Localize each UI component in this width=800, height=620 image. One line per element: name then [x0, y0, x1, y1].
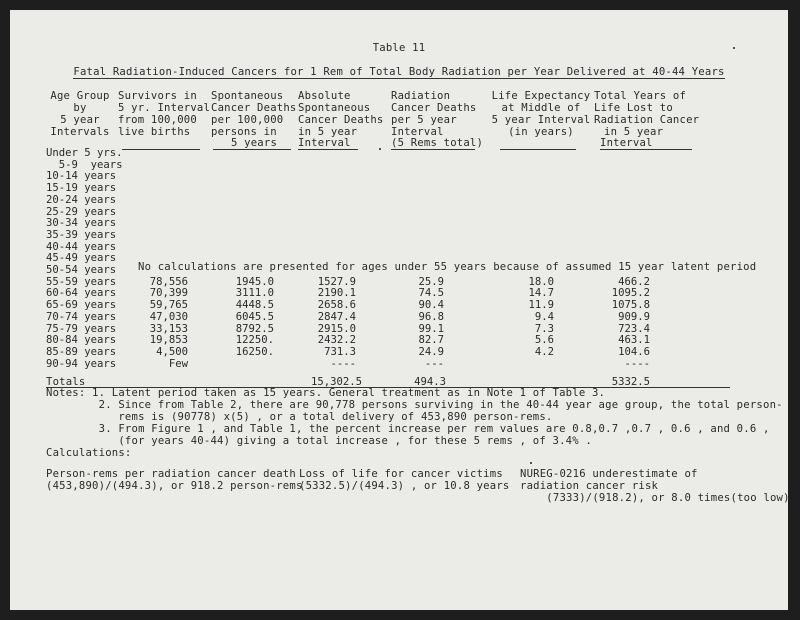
header-line: persons in — [211, 126, 277, 138]
cell-spontaneous: 6045.5 — [235, 310, 274, 323]
cell-absolute: ---- — [330, 357, 356, 370]
cell-age-group: 85-89 years — [46, 345, 117, 358]
cell-age-group: 25-29 years — [46, 205, 117, 218]
table-title-text: Fatal Radiation-Induced Cancers for 1 Rem of Total Body Radiation per Year Delivered at 40-44 Years — [73, 66, 725, 78]
cell-age-group: 65-69 years — [46, 299, 117, 312]
cell-total-years: 466.2 — [618, 275, 650, 288]
header-line: 5 years — [231, 137, 278, 149]
header-line: Radiation Cancer — [594, 114, 700, 126]
header-line: 5 year — [60, 114, 100, 126]
cell-survivors: 70,399 — [149, 287, 188, 300]
cell-radiation: 96.8 — [418, 310, 444, 323]
header-line: Absolute — [298, 90, 351, 102]
cell-total-years: 1095.2 — [611, 287, 650, 300]
totals-radiation: 494.3 — [414, 376, 446, 388]
note-line: 3. From Figure 1 , and Table 1, the percent increase per rem values are 0.8,0.7 ,0.7 , 0.6 , and 0.6 , — [46, 423, 770, 435]
header-line: 5 year Interval — [491, 114, 591, 126]
cell-age-group: Under 5 yrs. — [46, 147, 123, 159]
header-line: Life Expectancy — [491, 90, 591, 102]
cell-life-expectancy: 7.3 — [534, 322, 554, 335]
header-line: per 100,000 — [211, 114, 284, 126]
header-underline — [600, 149, 692, 150]
cell-radiation: --- — [424, 357, 444, 370]
header-line: (in years) — [508, 126, 574, 138]
header-underline — [298, 149, 358, 150]
header-line: Cancer Deaths — [298, 114, 384, 126]
cell-life-expectancy: 11.9 — [528, 299, 554, 312]
cell-absolute: 2847.4 — [317, 310, 356, 323]
header-line: by — [73, 102, 87, 114]
cell-age-group: 15-19 years — [46, 182, 117, 195]
cell-total-years: ---- — [624, 357, 650, 370]
cell-life-expectancy: 18.0 — [528, 275, 554, 288]
cell-absolute: 731.3 — [324, 345, 356, 358]
header-underline — [500, 149, 576, 150]
speck — [379, 148, 381, 150]
cell-age-group: 40-44 years — [46, 240, 117, 253]
cell-total-years: 1075.8 — [611, 299, 650, 312]
cell-age-group: 10-14 years — [46, 170, 117, 183]
calc-line: (5332.5)/(494.3) , or 10.8 years — [299, 480, 510, 492]
calc-line: radiation cancer risk — [520, 480, 659, 492]
header-line: Cancer Deaths — [391, 102, 477, 114]
totals-years: 5332.5 — [611, 376, 650, 388]
cell-age-group: 30-34 years — [46, 217, 117, 230]
speck — [530, 462, 532, 464]
calc-line: (7333)/(918.2), or 8.0 times(too low) — [520, 492, 790, 504]
calc-line: Person-rems per radiation cancer death — [46, 468, 296, 480]
no-calculation-note: No calculations are presented for ages under 55 years because of assumed 15 year latent period — [138, 261, 757, 273]
calc-line: Loss of life for cancer victims — [299, 468, 503, 480]
header-line: Interval — [391, 126, 444, 138]
cell-survivors: 47,030 — [149, 310, 188, 323]
header-line: Interval — [600, 137, 653, 149]
cell-absolute: 1527.9 — [317, 275, 356, 288]
speck — [733, 47, 735, 49]
header-line: Cancer Deaths — [211, 102, 297, 114]
cell-spontaneous: 1945.0 — [235, 275, 274, 288]
cell-radiation: 82.7 — [418, 334, 444, 347]
header-line: Spontaneous — [211, 90, 284, 102]
cell-age-group: 5-9 years — [46, 158, 123, 171]
header-underline — [122, 149, 200, 150]
note-line: Notes: 1. Latent period taken as 15 years. General treatment as in Note 1 of Table 3. — [46, 387, 606, 399]
table-title — [10, 66, 788, 78]
cell-age-group: 90-94 years — [46, 357, 117, 370]
header-line: Age Group — [50, 90, 110, 102]
cell-total-years: 723.4 — [618, 322, 650, 335]
cell-age-group: 60-64 years — [46, 287, 117, 300]
cell-survivors: 78,556 — [149, 275, 188, 288]
cell-spontaneous: 16250. — [235, 345, 274, 358]
cell-spontaneous: 8792.5 — [235, 322, 274, 335]
header-line: Total Years of — [594, 90, 687, 102]
note-line: rems is (90778) x(5) , or a total delivery of 453,890 person-rems. — [46, 411, 553, 423]
cell-absolute: 2190.1 — [317, 287, 356, 300]
document-page — [10, 10, 788, 610]
cell-total-years: 909.9 — [618, 310, 650, 323]
cell-radiation: 99.1 — [418, 322, 444, 335]
table-number: Table 11 — [372, 42, 426, 54]
cell-spontaneous: 3111.0 — [235, 287, 274, 300]
header-line: Interval — [298, 137, 351, 149]
cell-total-years: 104.6 — [618, 345, 650, 358]
cell-absolute: 2658.6 — [317, 299, 356, 312]
header-underline — [391, 149, 475, 150]
header-line: in 5 year — [604, 126, 664, 138]
header-line: live births — [118, 126, 191, 138]
cell-age-group: 80-84 years — [46, 334, 117, 347]
cell-radiation: 74.5 — [418, 287, 444, 300]
cell-age-group: 50-54 years — [46, 264, 117, 276]
cell-survivors: 59,765 — [149, 299, 188, 312]
header-line: 5 yr. Interval — [118, 102, 211, 114]
header-line: (5 Rems total) — [391, 137, 484, 149]
calculations-label: Calculations: — [46, 447, 132, 459]
cell-radiation: 24.9 — [418, 345, 444, 358]
cell-age-group: 75-79 years — [46, 322, 117, 335]
header-line: Radiation — [391, 90, 451, 102]
cell-age-group: 35-39 years — [46, 228, 117, 241]
cell-survivors: 33,153 — [149, 322, 188, 335]
note-line: (for years 40-44) giving a total increase , for these 5 rems , of 3.4% . — [46, 435, 592, 447]
header-line: Spontaneous — [298, 102, 371, 114]
cell-age-group: 45-49 years — [46, 252, 117, 265]
cell-age-group: 55-59 years — [46, 275, 117, 288]
cell-total-years: 463.1 — [618, 334, 650, 347]
header-underline — [213, 149, 291, 150]
cell-absolute: 2432.2 — [317, 334, 356, 347]
cell-life-expectancy: 5.6 — [534, 334, 554, 347]
header-line: Survivors in — [118, 90, 197, 102]
totals-absolute: 15,302.5 — [310, 376, 362, 388]
header-line: in 5 year — [298, 126, 358, 138]
cell-age-group: 20-24 years — [46, 193, 117, 206]
note-line: 2. Since from Table 2, there are 90,778 persons surviving in the 40-44 year age group, the total person- — [46, 399, 783, 411]
header-line: at Middle of — [501, 102, 581, 114]
header-line: Life Lost to — [594, 102, 673, 114]
cell-age-group: 70-74 years — [46, 310, 117, 323]
header-line: per 5 year — [391, 114, 457, 126]
cell-survivors: Few — [168, 357, 188, 370]
cell-survivors: 19,853 — [149, 334, 188, 347]
totals-label: Totals — [46, 376, 86, 388]
cell-radiation: 25.9 — [418, 275, 444, 288]
calc-line: (453,890)/(494.3), or 918.2 person-rems — [46, 480, 303, 492]
cell-life-expectancy: 9.4 — [534, 310, 554, 323]
cell-absolute: 2915.0 — [317, 322, 356, 335]
cell-survivors: 4,500 — [156, 345, 188, 358]
cell-life-expectancy: 14.7 — [528, 287, 554, 300]
cell-radiation: 90.4 — [418, 299, 444, 312]
cell-life-expectancy: 4.2 — [534, 345, 554, 358]
calc-line: NUREG-0216 underestimate of — [520, 468, 698, 480]
header-line: Intervals — [50, 126, 110, 138]
cell-spontaneous: 12250. — [235, 334, 274, 347]
header-line: from 100,000 — [118, 114, 197, 126]
cell-spontaneous: 4448.5 — [235, 299, 274, 312]
